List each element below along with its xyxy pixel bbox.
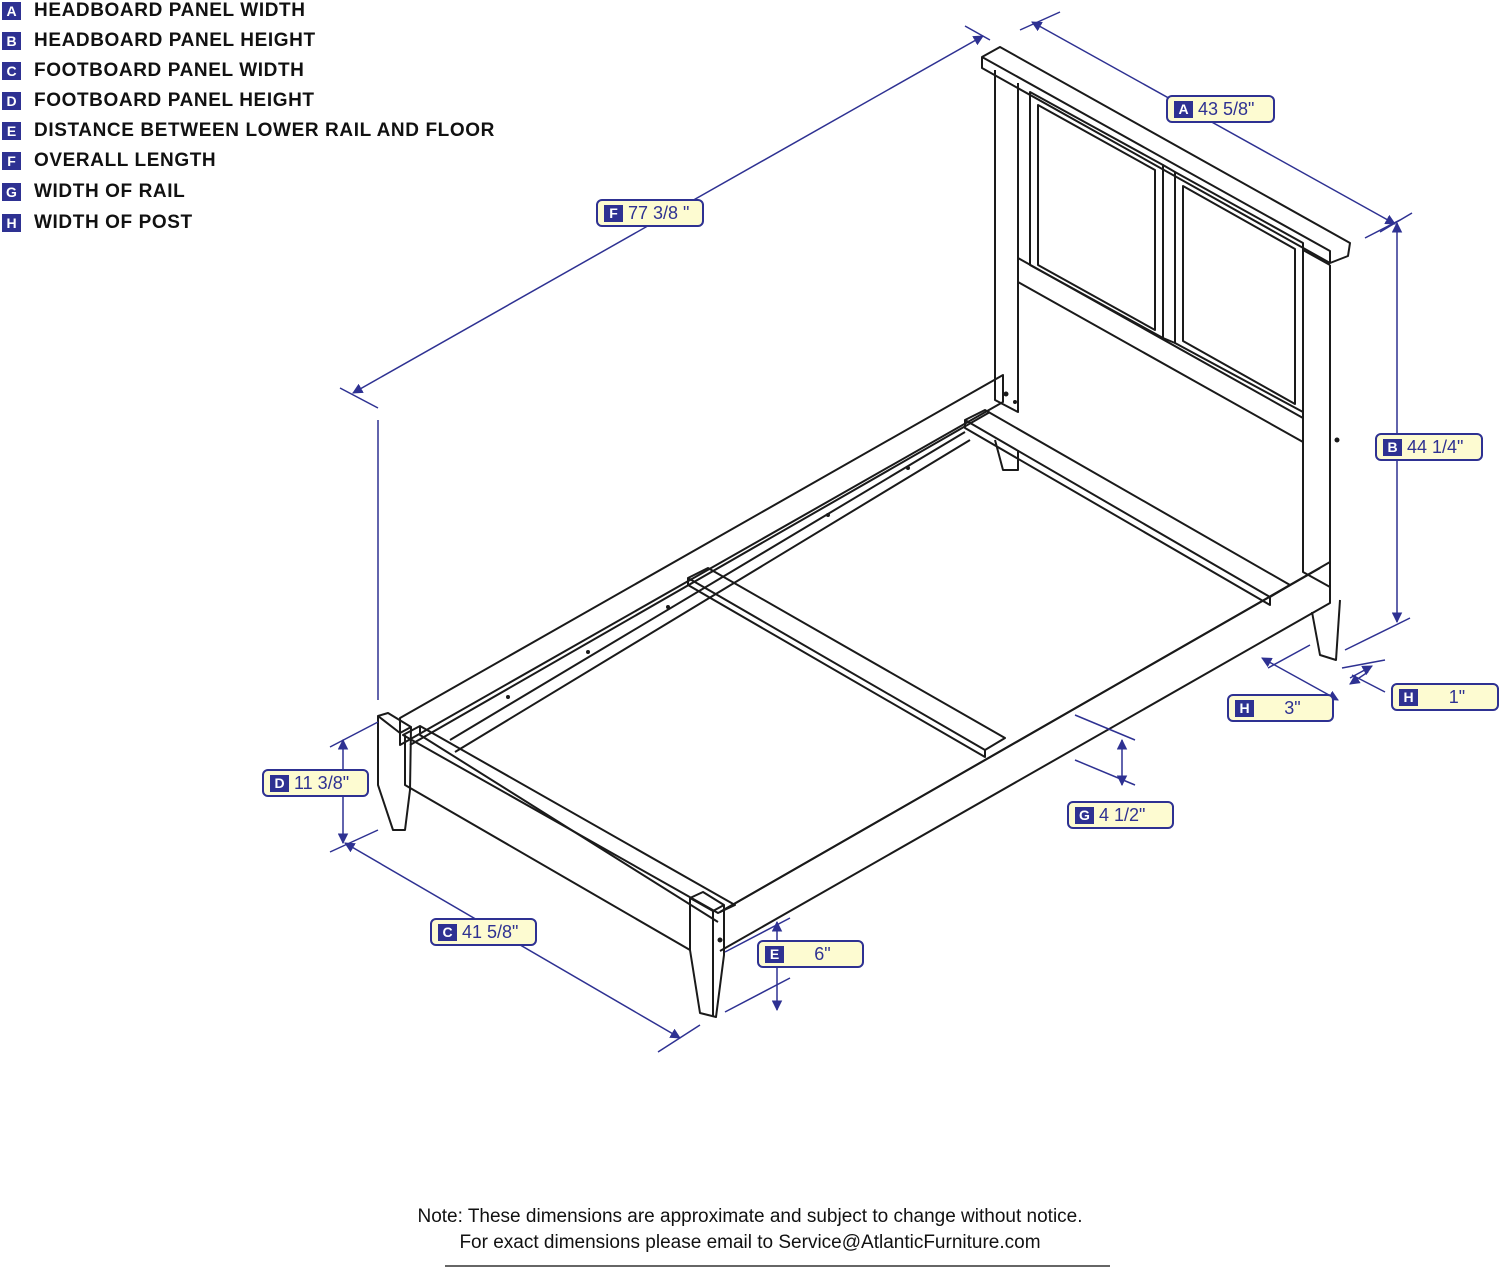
legend-badge-f: F (2, 152, 21, 170)
callout-h-post-2 (1391, 683, 1499, 711)
callout-h-post (1227, 694, 1334, 722)
callout-value-h-post: 3" (1284, 698, 1301, 718)
callout-b (1375, 433, 1483, 461)
head-slat (965, 410, 1290, 597)
footboard-left-post (378, 713, 411, 733)
headboard-panel-left (1030, 92, 1163, 338)
callout-value-e: 6" (814, 944, 831, 964)
legend-badge-e: E (2, 122, 21, 140)
legend-label-g: WIDTH OF RAIL (34, 181, 186, 202)
legend-badge-b: B (2, 32, 21, 50)
callout-value-f: 77 3/8 " (628, 203, 690, 223)
callout-badge-h-post: H (1235, 700, 1254, 717)
legend-label-h: WIDTH OF POST (34, 212, 193, 233)
callout-badge-b: B (1383, 439, 1402, 456)
legend-label-c: FOOTBOARD PANEL WIDTH (34, 60, 305, 81)
callout-badge-e: E (765, 946, 784, 963)
headboard-left-post (995, 70, 1018, 412)
legend-label-e: DISTANCE BETWEEN LOWER RAIL AND FLOOR (34, 120, 495, 141)
legend-badge-g: G (2, 183, 21, 201)
callout-e (757, 940, 864, 968)
callout-badge-h-post-2: H (1399, 689, 1418, 706)
callout-value-h-post-2: 1" (1448, 687, 1466, 707)
callout-value-g: 4 1/2" (1099, 805, 1146, 825)
callout-value-a: 43 5/8" (1198, 99, 1255, 119)
dimension-lines (330, 12, 1412, 1052)
callout-value-c: 41 5/8" (462, 922, 519, 942)
note-line-2: For exact dimensions please email to Service@AtlanticFurniture.com (459, 1232, 1041, 1253)
legend-label-d: FOOTBOARD PANEL HEIGHT (34, 90, 315, 111)
side-rail-right (720, 562, 1330, 951)
note-line-1: Note: These dimensions are approximate and subject to change without notice. (417, 1206, 1083, 1227)
callout-value-b: 44 1/4" (1407, 437, 1464, 457)
bed-frame (378, 47, 1350, 1017)
legend-badge-c: C (2, 62, 21, 80)
callout-a (1166, 95, 1275, 123)
callout-value-d: 11 3/8" (294, 773, 350, 793)
callout-badge-c: C (438, 924, 457, 941)
headboard-panel-right (1175, 172, 1303, 412)
side-rail-left (400, 375, 1003, 745)
headboard-right-post (1303, 250, 1330, 587)
dim-line-h-right (1342, 660, 1385, 668)
callout-d (262, 769, 369, 797)
callout-g (1067, 801, 1174, 829)
callout-badge-a: A (1174, 101, 1193, 118)
foot-slat (403, 726, 735, 913)
legend-badge-h: H (2, 214, 21, 232)
callout-badge-d: D (270, 775, 289, 792)
callout-c (430, 918, 537, 946)
legend-label-a: HEADBOARD PANEL WIDTH (34, 0, 306, 21)
callout-f (596, 199, 704, 227)
callout-badge-f: F (604, 205, 623, 222)
legend-label-f: OVERALL LENGTH (34, 150, 217, 171)
legend-badge-a: A (2, 2, 21, 20)
middle-slat (688, 568, 1005, 750)
legend-label-b: HEADBOARD PANEL HEIGHT (34, 30, 316, 51)
callout-badge-g: G (1075, 807, 1094, 824)
legend-badge-d: D (2, 92, 21, 110)
